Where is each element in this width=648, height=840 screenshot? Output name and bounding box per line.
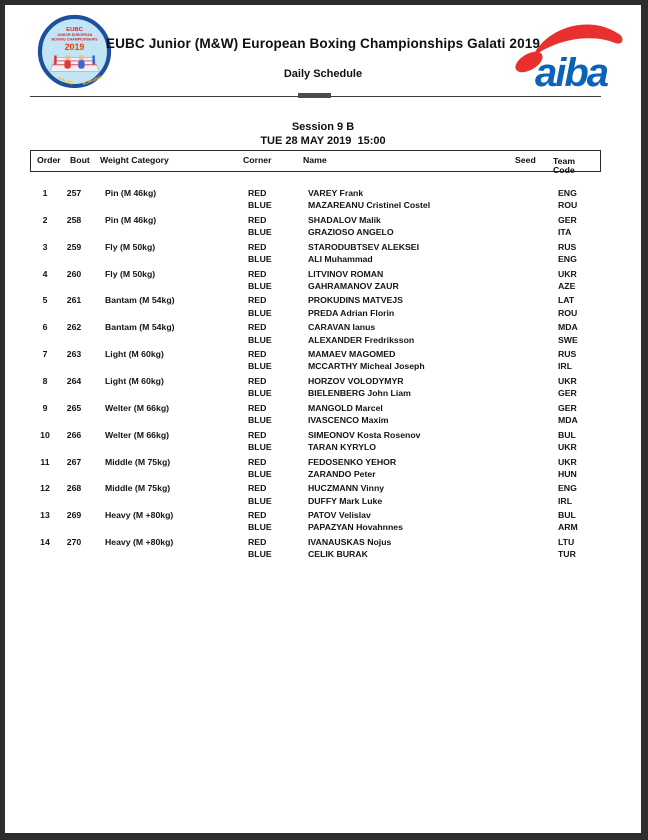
boxer-name-red: SIMEONOV Kosta Rosenov <box>308 429 421 440</box>
boxer-name-blue: GAHRAMANOV ZAUR <box>308 280 399 291</box>
corner-label-red: RED <box>248 456 267 467</box>
bout-number: 270 <box>66 537 82 548</box>
logo-banner-romania: ROMANIA <box>81 74 103 87</box>
bout-row <box>35 536 601 563</box>
bout-order-number: 5 <box>42 295 48 306</box>
corner-label-red: RED <box>248 349 267 360</box>
corner-label-blue: BLUE <box>248 200 272 211</box>
logo-text-boxing-championships: BOXING CHAMPIONSHIPS <box>51 37 98 42</box>
boxer-name-red: PROKUDINS MATVEJS <box>308 295 403 306</box>
corner-label-blue: BLUE <box>248 441 272 452</box>
header-divider-tab <box>298 93 331 98</box>
team-code-blue: ROU <box>558 200 578 211</box>
team-code-blue: MDA <box>558 415 578 426</box>
bout-row <box>35 321 601 348</box>
boxer-name-red: SHADALOV Malik <box>308 214 381 225</box>
page-title: EUBC Junior (M&W) European Boxing Championships Galati 2019 <box>105 36 541 51</box>
corner-label-blue: BLUE <box>248 549 272 560</box>
corner-label-red: RED <box>248 322 267 333</box>
team-code-blue: ENG <box>558 253 577 264</box>
corner-label-blue: BLUE <box>248 495 272 506</box>
bout-weight-category: Heavy (M +80kg) <box>105 537 174 548</box>
bout-row <box>35 456 601 483</box>
bout-list <box>35 187 601 567</box>
bout-number: 264 <box>66 375 82 386</box>
bout-weight-category: Fly (M 50kg) <box>105 241 156 252</box>
bout-row <box>35 375 601 402</box>
aiba-wordmark: aiba <box>534 51 608 94</box>
bout-weight-category: Pin (M 46kg) <box>105 214 157 225</box>
team-code-blue: IRL <box>558 361 572 372</box>
corner-label-blue: BLUE <box>248 280 272 291</box>
boxer-name-red: PATOV Velislav <box>308 510 371 521</box>
bout-number: 263 <box>66 349 82 360</box>
boxer-name-blue: BIELENBERG John Liam <box>308 388 411 399</box>
bout-weight-category: Bantam (M 54kg) <box>105 322 175 333</box>
bout-number: 259 <box>66 241 82 252</box>
boxer-name-blue: ZARANDO Peter <box>308 468 376 479</box>
boxer-name-blue: MAZAREANU Cristinel Costel <box>308 200 431 211</box>
aiba-swoosh-large <box>535 24 622 54</box>
bout-order-number: 10 <box>40 429 50 440</box>
corner-label-blue: BLUE <box>248 361 272 372</box>
bout-row <box>35 429 601 456</box>
bout-weight-category: Welter (M 66kg) <box>105 402 170 413</box>
bout-order-number: 11 <box>40 456 50 467</box>
corner-label-red: RED <box>248 402 267 413</box>
document-page <box>5 5 641 833</box>
bout-weight-category: Heavy (M +80kg) <box>105 510 174 521</box>
bout-weight-category: Pin (M 46kg) <box>105 188 157 198</box>
bout-weight-category: Middle (M 75kg) <box>105 456 171 467</box>
boxer-name-red: IVANAUSKAS Nojus <box>308 537 392 548</box>
bout-weight-category: Light (M 60kg) <box>105 349 164 360</box>
boxer-name-blue: IVASCENCO Maxim <box>308 415 389 426</box>
corner-label-blue: BLUE <box>248 253 272 264</box>
bout-order-number: 2 <box>42 214 48 225</box>
bout-weight-category: Light (M 60kg) <box>105 375 164 386</box>
bout-weight-category: Fly (M 50kg) <box>105 268 156 279</box>
corner-label-blue: BLUE <box>248 522 272 533</box>
bout-number: 261 <box>66 295 82 306</box>
boxer-name-red: HUCZMANN Vinny <box>308 483 385 494</box>
team-code-blue: HUN <box>558 468 577 479</box>
boxer-name-blue: ALI Muhammad <box>308 253 373 264</box>
aiba-logo <box>505 22 635 94</box>
bout-number: 266 <box>66 429 82 440</box>
corner-label-blue: BLUE <box>248 388 272 399</box>
team-code-red: RUS <box>558 241 577 252</box>
boxer-red-head <box>65 55 71 61</box>
team-code-red: ENG <box>558 188 577 198</box>
corner-label-red: RED <box>248 241 267 252</box>
bout-number: 262 <box>66 322 82 333</box>
bout-row <box>35 402 601 429</box>
column-header-team-line1: Team <box>553 156 576 166</box>
logo-banner-galati: GALATI <box>57 75 74 86</box>
boxer-name-blue: TARAN KYRYLO <box>308 441 377 452</box>
boxer-name-red: MANGOLD Marcel <box>308 402 383 413</box>
session-datetime: TUE 28 MAY 2019 15:00 <box>260 135 386 147</box>
bout-order-number: 8 <box>42 375 48 386</box>
logo-text-eubc: EUBC <box>66 26 83 33</box>
column-header-corner: Corner <box>243 155 272 165</box>
corner-label-blue: BLUE <box>248 334 272 345</box>
table-header-row <box>30 150 601 175</box>
bout-order-number: 13 <box>40 510 50 521</box>
bout-order-number: 4 <box>42 268 48 279</box>
bout-number: 268 <box>66 483 82 494</box>
corner-label-red: RED <box>248 375 267 386</box>
bout-order-number: 7 <box>42 349 48 360</box>
team-code-red: UKR <box>558 456 577 467</box>
bout-row <box>35 509 601 536</box>
team-code-red: MDA <box>558 322 578 333</box>
boxer-name-blue: ALEXANDER Fredriksson <box>308 334 415 345</box>
corner-label-blue: BLUE <box>248 307 272 318</box>
team-code-red: ENG <box>558 483 577 494</box>
bout-number: 265 <box>66 402 82 413</box>
ring-post-red <box>54 55 56 64</box>
corner-label-blue: BLUE <box>248 468 272 479</box>
boxer-name-blue: PAPAZYAN Hovahnnes <box>308 522 403 533</box>
bout-row <box>35 294 601 321</box>
boxer-name-red: LITVINOV ROMAN <box>308 268 384 279</box>
column-header-order: Order <box>37 155 61 165</box>
boxer-name-blue: GRAZIOSO ANGELO <box>308 227 394 238</box>
corner-label-blue: BLUE <box>248 415 272 426</box>
boxer-name-blue: CELIK BURAK <box>308 549 368 560</box>
boxer-name-blue: DUFFY Mark Luke <box>308 495 383 506</box>
team-code-red: GER <box>558 214 577 225</box>
team-code-red: LAT <box>558 295 575 306</box>
column-header-team-line2: Code <box>553 165 575 175</box>
team-code-blue: ARM <box>558 522 578 533</box>
bout-order-number: 14 <box>40 537 50 548</box>
bout-row <box>35 214 601 241</box>
team-code-blue: AZE <box>558 280 576 291</box>
team-code-red: UKR <box>558 375 577 386</box>
team-code-blue: UKR <box>558 441 577 452</box>
column-header-name: Name <box>303 155 327 165</box>
corner-label-red: RED <box>248 214 267 225</box>
bout-order-number: 6 <box>42 322 48 333</box>
team-code-blue: SWE <box>558 334 578 345</box>
logo-text-year: 2019 <box>64 42 85 53</box>
boxer-name-blue: MCCARTHY Micheal Joseph <box>308 361 425 372</box>
bout-row <box>35 348 601 375</box>
corner-label-red: RED <box>248 429 267 440</box>
team-code-blue: GER <box>558 388 577 399</box>
bout-row <box>35 268 601 295</box>
ring-post-blue <box>92 55 94 64</box>
page-subtitle: Daily Schedule <box>283 68 363 80</box>
bout-row <box>35 241 601 268</box>
team-code-blue: ROU <box>558 307 578 318</box>
corner-label-red: RED <box>248 537 267 548</box>
corner-label-red: RED <box>248 295 267 306</box>
team-code-red: RUS <box>558 349 577 360</box>
team-code-red: UKR <box>558 268 577 279</box>
boxer-name-red: CARAVAN Ianus <box>308 322 376 333</box>
bout-weight-category: Middle (M 75kg) <box>105 483 171 494</box>
bout-weight-category: Welter (M 66kg) <box>105 429 170 440</box>
boxer-name-red: MAMAEV MAGOMED <box>308 349 396 360</box>
corner-label-red: RED <box>248 188 267 198</box>
corner-label-red: RED <box>248 483 267 494</box>
bout-number: 260 <box>66 268 82 279</box>
corner-label-red: RED <box>248 268 267 279</box>
column-header-bout: Bout <box>70 155 90 165</box>
team-code-red: BUL <box>558 510 576 521</box>
team-code-red: LTU <box>558 537 575 548</box>
corner-label-red: RED <box>248 510 267 521</box>
boxer-blue-head <box>79 55 85 61</box>
bout-number: 257 <box>66 188 82 198</box>
boxer-name-red: VAREY Frank <box>308 188 364 198</box>
bout-row <box>35 187 601 214</box>
boxer-name-red: FEDOSENKO YEHOR <box>308 456 397 467</box>
bout-order-number: 12 <box>40 483 50 494</box>
boxer-name-red: HORZOV VOLODYMYR <box>308 375 404 386</box>
boxer-name-blue: PREDA Adrian Florin <box>308 307 395 318</box>
bout-weight-category: Bantam (M 54kg) <box>105 295 175 306</box>
bout-number: 258 <box>66 214 82 225</box>
boxer-name-red: STARODUBTSEV ALEKSEI <box>308 241 420 252</box>
logo-text-junior-european: JUNIOR EUROPEAN <box>56 33 93 38</box>
team-code-blue: ITA <box>558 227 572 238</box>
bout-order-number: 1 <box>42 188 48 198</box>
team-code-blue: IRL <box>558 495 572 506</box>
bout-number: 269 <box>66 510 82 521</box>
team-code-red: BUL <box>558 429 576 440</box>
team-code-red: GER <box>558 402 577 413</box>
column-header-seed: Seed <box>515 155 536 165</box>
bout-number: 267 <box>66 456 82 467</box>
bout-order-number: 9 <box>42 402 48 413</box>
bout-order-number: 3 <box>42 241 48 252</box>
corner-label-blue: BLUE <box>248 227 272 238</box>
column-header-weight-category: Weight Category <box>100 155 169 165</box>
bout-row <box>35 482 601 509</box>
session-title: Session 9 B <box>291 121 355 133</box>
team-code-blue: TUR <box>558 549 576 560</box>
